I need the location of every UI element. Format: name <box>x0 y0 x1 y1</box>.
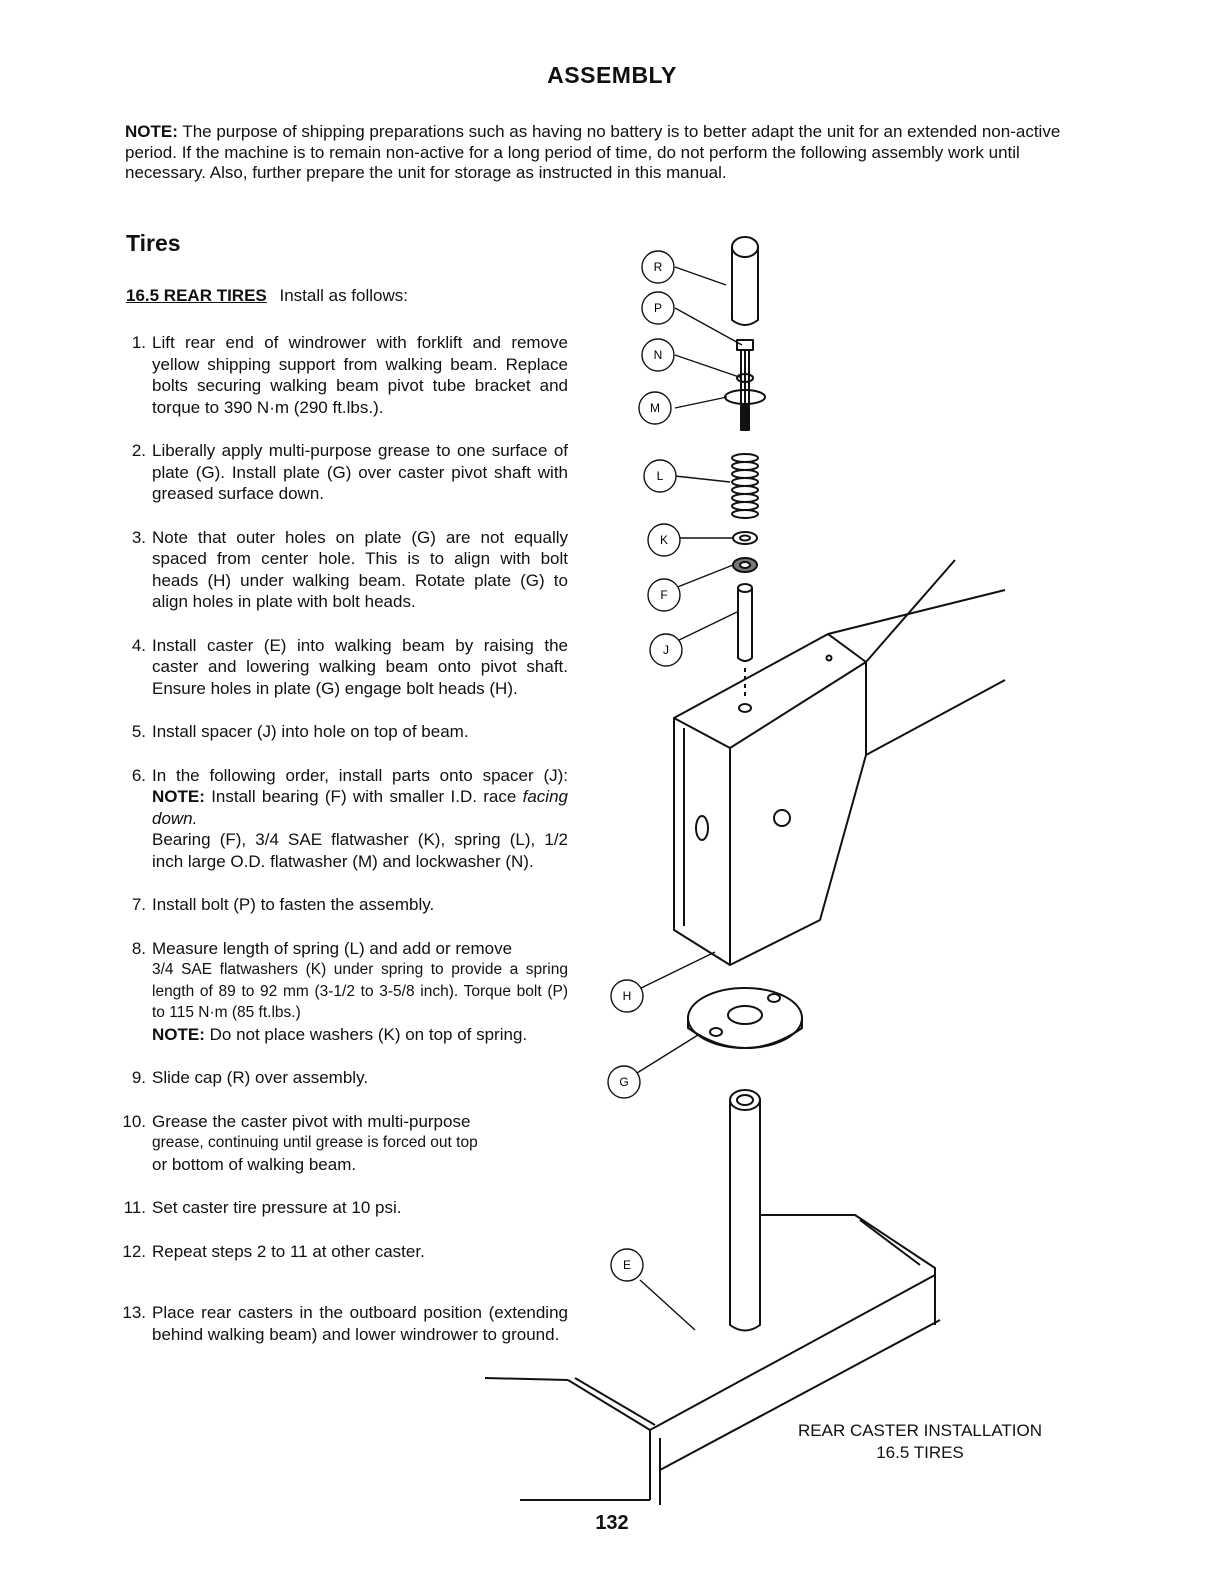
subheading-label: 16.5 REAR TIRES <box>126 286 267 305</box>
subheading <box>126 286 408 306</box>
callout-label: J <box>663 643 669 657</box>
step-text: Set caster tire pressure at 10 psi. <box>152 1198 402 1217</box>
step-number: 1. <box>131 333 146 352</box>
step-text-small: grease, continuing until grease is forced out top <box>152 1134 478 1151</box>
section-title: Tires <box>126 230 181 256</box>
spring-part <box>732 454 758 518</box>
step-number: 9. <box>131 1068 146 1087</box>
step-text-continued: or bottom of walking beam. <box>152 1154 357 1174</box>
step-number: 8. <box>131 938 146 958</box>
callout-label: G <box>619 1075 629 1089</box>
callout-g <box>608 1066 640 1098</box>
note-label: NOTE: <box>125 122 178 141</box>
step-text: In the following order, install parts onto spacer (J): <box>152 765 568 785</box>
callout-label: L <box>656 469 664 483</box>
plate-part <box>688 988 802 1048</box>
step-number: 13. <box>122 1303 146 1322</box>
callout-label: E <box>622 1258 632 1272</box>
callout-label: N <box>653 348 663 362</box>
bolt-part <box>737 340 753 430</box>
callout-f <box>648 579 680 611</box>
step-number: 12. <box>122 1241 146 1261</box>
step-text: Grease the caster pivot with multi-purpose <box>152 1111 471 1131</box>
caption-line-2: 16.5 TIRES <box>876 1443 964 1462</box>
step-text: Install caster (E) into walking beam by raising the caster and lowering walking beam onto pivot shaft. Ensure holes in plate (G) engage bolt heads (H). <box>152 635 568 698</box>
subheading-intro: Install as follows: <box>279 286 408 305</box>
caster-shaft-part <box>730 1090 760 1331</box>
step-number: 3. <box>131 527 146 547</box>
callout-r <box>642 251 674 283</box>
page-number: 132 <box>595 1512 629 1534</box>
callout-label: M <box>650 401 660 415</box>
rear-caster-exploded-diagram <box>470 225 1110 1515</box>
step-number: 7. <box>131 895 146 914</box>
step-text-continued: Bearing (F), 3/4 SAE flatwasher (K), spring (L), 1/2 inch large O.D. flatwasher (M) and lockwasher (N). <box>152 830 568 871</box>
storage-note <box>125 122 1075 184</box>
callout-label: P <box>653 301 663 315</box>
step-note-text: Do not place washers (K) on top of spring. <box>209 1024 528 1044</box>
cap-part <box>732 237 758 325</box>
callout-k <box>648 524 680 556</box>
flatwasher-k-part <box>733 532 757 544</box>
figure-caption <box>770 1420 1070 1464</box>
step-number: 11. <box>123 1198 146 1217</box>
callout-l <box>644 460 676 492</box>
step-note-emphasis: facing down. <box>152 787 568 828</box>
callout-label: K <box>659 533 669 547</box>
caption-line-1: REAR CASTER INSTALLATION <box>797 1421 1043 1440</box>
step-note-label: NOTE: <box>152 1024 205 1044</box>
note-text: The purpose of shipping preparations such as having no battery is to better adapt the unit for an extended non-active period. If the machine is to remain non-active for a long period of time, do not perform the following assembly work until necessary. Also, further prepare the unit for storage as instructed in this manual. <box>125 122 1061 182</box>
spacer-part <box>738 588 752 661</box>
step-number: 5. <box>131 722 146 741</box>
step-text: Note that outer holes on plate (G) are not equally spaced from center hole. This is to align with bolt heads (H) under walking beam. Rotate plate (G) to align holes in plate with bolt heads. <box>152 527 568 611</box>
callout-m <box>639 392 671 424</box>
step-text: Place rear casters in the outboard position (extending behind walking beam) and lower windrower to ground. <box>152 1303 568 1344</box>
step-number: 4. <box>131 635 146 655</box>
step-text: Install spacer (J) into hole on top of beam. <box>152 722 469 741</box>
step-number: 10. <box>122 1111 146 1131</box>
step-text: Liberally apply multi-purpose grease to one surface of plate (G). Install plate (G) over caster pivot shaft with greased surface down. <box>152 441 568 503</box>
callout-h <box>611 980 643 1012</box>
step-number: 6. <box>131 765 146 785</box>
step-number: 2. <box>131 441 146 460</box>
step-text: Slide cap (R) over assembly. <box>152 1068 369 1087</box>
step-note-text: Install bearing (F) with smaller I.D. race <box>211 787 517 806</box>
callout-label: H <box>622 989 632 1003</box>
page-title: ASSEMBLY <box>547 62 677 88</box>
step-text-small: 3/4 SAE flatwashers (K) under spring to provide a spring length of 89 to 92 mm (3-1/2 to 3-5/8 inch). Torque bolt (P) to 115 N·m (85 ft.lbs.) <box>152 961 568 1021</box>
callout-label: F <box>660 588 668 602</box>
callout-j <box>650 634 682 666</box>
callout-n <box>642 339 674 371</box>
callout-e <box>611 1249 643 1281</box>
step-note-label: NOTE: <box>152 787 205 806</box>
leader-lines <box>637 267 742 1330</box>
walking-beam-part <box>674 560 1005 965</box>
callout-p <box>642 292 674 324</box>
callout-label: R <box>653 260 663 274</box>
step-text: Measure length of spring (L) and add or remove <box>152 938 513 958</box>
step-text: Install bolt (P) to fasten the assembly. <box>152 895 435 914</box>
step-text: Lift rear end of windrower with forklift and remove yellow shipping support from walking beam. Replace bolts securing walking beam pivot tube bracket and torque to 390 N·m (290 ft.lbs.). <box>152 333 568 417</box>
step-text: Repeat steps 2 to 11 at other caster. <box>152 1241 425 1261</box>
